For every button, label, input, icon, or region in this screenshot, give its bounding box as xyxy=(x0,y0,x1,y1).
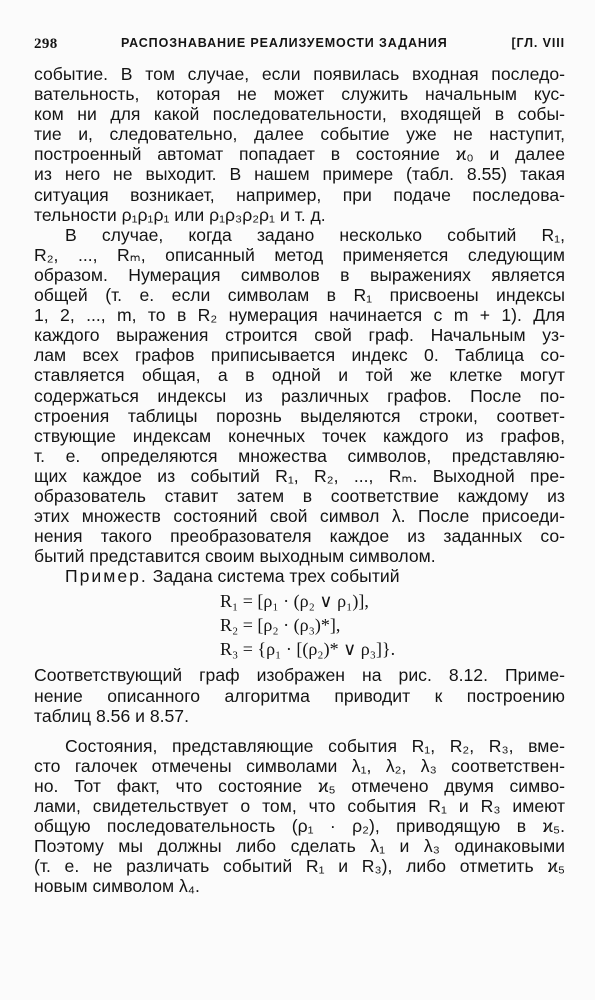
text-line: ставляется общая, а в одной и той же клетке могут xyxy=(34,365,565,386)
text-line: тельности ρ₁ρ₁ρ₁ или ρ₁ρ₃ρ₂ρ₁ и т. д. xyxy=(34,204,326,225)
text-line: ситуация возникает, например, при подаче последова- xyxy=(34,184,565,205)
text-line: бытий представится своим выходным символом. xyxy=(34,546,436,567)
text-line: (т. е. не различать событий R₁ и R₃), либо отметить ϰ₅ xyxy=(34,856,565,877)
text-line: содержаться индексы из различных графов. После по- xyxy=(34,385,565,406)
page-header xyxy=(34,36,565,56)
text-line: из него не выходит. В нашем примере (табл. 8.55) такая xyxy=(34,164,565,185)
text-line: этих множеств состояний свой символ λ. После присоеди- xyxy=(34,506,565,527)
text-line: вательность, которая не может служить начальным кус- xyxy=(34,84,565,105)
formula-r2: R₂ = [ρ₂ · (ρ₃)*], xyxy=(220,615,341,636)
text-line: нения такого преобразователя каждое из заданных со- xyxy=(34,526,565,547)
formula-r3: R₃ = {ρ₁ · [(ρ₂)* ∨ ρ₃]}. xyxy=(220,639,396,660)
paragraph-3 xyxy=(34,665,565,725)
text-line: строения таблицы порознь выделяются строки, соответ- xyxy=(34,405,565,426)
paragraph-1 xyxy=(34,64,565,225)
text-line: лам всех графов приписывается индекс 0. Таблица со- xyxy=(34,345,565,366)
paragraph-2 xyxy=(34,225,565,567)
text-line: образователь ставит затем в соответствие каждому из xyxy=(34,485,565,506)
paragraph-4 xyxy=(34,736,565,897)
text-line: таблиц 8.56 и 8.57. xyxy=(34,705,189,726)
page-body xyxy=(34,64,565,896)
text-line: общую последовательность (ρ₁ · ρ₂), приводящую в ϰ₅. xyxy=(34,816,565,837)
text-line: Состояния, представляющие события R₁, R₂, R₃, вме- xyxy=(65,735,565,756)
chapter-marker: [ГЛ. VIII xyxy=(511,36,565,50)
page-number: 298 xyxy=(34,36,58,52)
text-line: каждого выражения строится свой граф. Начальным уз- xyxy=(34,325,565,346)
formula-block xyxy=(220,589,565,661)
example-label: Пример. xyxy=(65,566,148,587)
text-line: т. е. определяются множества символов, представляю- xyxy=(34,445,565,466)
text-line: R₂, ..., Rₘ, описанный метод применяется следующим xyxy=(34,244,565,265)
text-line: сто галочек отмечены символами λ₁, λ₂, λ₃ соответствен- xyxy=(34,755,565,776)
text-line: общей (т. е. если символам в R₁ присвоены индексы xyxy=(34,285,565,306)
text-line: щих каждое из событий R₁, R₂, ..., Rₘ. Выходной пре- xyxy=(34,465,565,486)
text-line: В случае, когда задано несколько событий R₁, xyxy=(65,224,565,245)
text-line: лами, свидетельствует о том, что события R₁ и R₃ имеют xyxy=(34,796,565,816)
example-paragraph xyxy=(34,566,565,586)
text-line: нение описанного алгоритма приводит к построению xyxy=(34,685,565,706)
text-line: но. Тот факт, что состояние ϰ₅ отмечено двумя симво- xyxy=(34,775,565,796)
text-line: новым символом λ₄. xyxy=(34,876,200,897)
text-line: ствующие индексам конечных точек каждого из графов, xyxy=(34,425,565,446)
running-title: РАСПОЗНАВАНИЕ РЕАЛИЗУЕМОСТИ ЗАДАНИЯ xyxy=(121,36,448,50)
text-line: Поэтому мы должны либо сделать λ₁ и λ₃ одинаковыми xyxy=(34,836,565,857)
text-line: тие и, следовательно, далее событие уже не наступит, xyxy=(34,124,565,145)
formula-r1: R₁ = [ρ₁ · (ρ₂ ∨ ρ₁)], xyxy=(220,591,369,612)
example-text: Задана система трех событий xyxy=(152,566,400,587)
text-line: событие. В том случае, если появилась входная последо- xyxy=(34,64,565,84)
text-line: 1, 2, ..., m, то в R₂ нумерация начинается с m + 1). Для xyxy=(34,305,565,326)
text-line: ком ни для какой последовательности, входящей в собы- xyxy=(34,104,565,125)
text-line: Соответствующий граф изображен на рис. 8.12. Приме- xyxy=(34,665,565,686)
text-line: построенный автомат попадает в состояние ϰ₀ и далее xyxy=(34,144,565,165)
text-line: образом. Нумерация символов в выражениях является xyxy=(34,264,565,285)
